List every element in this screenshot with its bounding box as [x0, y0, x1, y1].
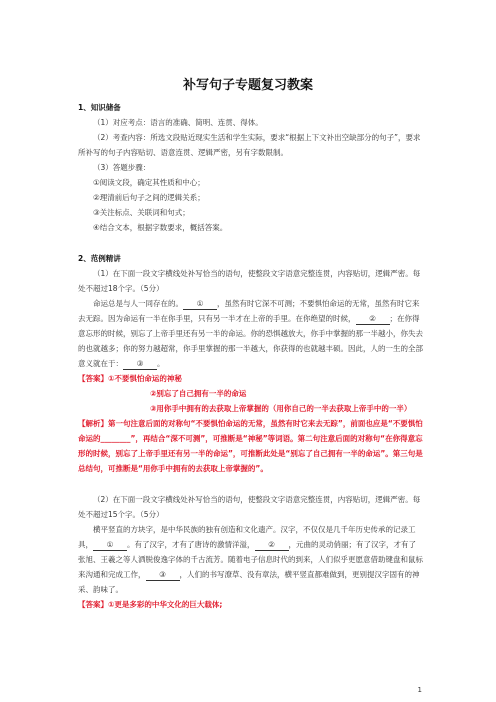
- paragraph: （3）答题步骤：: [93, 163, 151, 172]
- answer-line: 【答案】①不要惧怕命运的神秘: [78, 374, 182, 383]
- blank: ①: [183, 299, 217, 310]
- step-item: ④结合文本，根据字数要求，概括答案。: [93, 223, 228, 232]
- section-heading-examples: 2、范例精讲: [78, 254, 121, 263]
- document-body: [78, 100, 423, 612]
- blank: ②: [356, 314, 390, 325]
- blank: ③: [146, 570, 180, 581]
- question-passage: 命运总是与人一同存在的。 ① ，虽然有时它深不可测；不要惧怕命运的无常，虽然有时它来去无踪。因为命运有一半在你手里，只有另一半才在上帝的手里。在你绝望的时候， ② ；在你得意忘形的时候，别忘了上帝手里还有另一半的命运。你的恐惧越放大，你手中掌握的那一半越小，你失去的也就越多；你的努力越超常，你手里掌握的那一半越大，你获得的也就越丰硕。因此，人的一生的全部意义就在于： ③ 。: [78, 299, 423, 368]
- question-passage: 横平竖直的方块字，是中华民族的独有创造和文化遗产。汉字，不仅仅是几千年历史传承的记录工具， ① 。有了汉字，才有了唐诗的激情洋溢， ② ，元曲的灵动俏丽；有了汉字，才有了张旭、王羲之等人洒脱俊逸字体的千古流芳。随着电子信息时代的到来，人们似乎更愿意借助键盘和鼠标来沟通和完成工作， ③ ，人们的书写潦草、没有章法，横平竖直都难做到，更别提汉字固有的神采、韵味了。: [78, 525, 423, 594]
- answer-line: ②别忘了自己拥有一半的命运: [150, 389, 247, 398]
- document-title: 补写句子专题复习教案: [182, 78, 313, 93]
- question-prompt: （2）在下面一段文字横线处补写恰当的语句，使整段文字语意完整连贯，内容贴切，逻辑严密。每处不超过15个字。（5分）: [78, 495, 421, 519]
- answer-line: 【答案】①更是多彩的中华文化的巨大载体;: [78, 600, 223, 609]
- paragraph: （1）对应考点：语言的准确、简明、连贯、得体。: [93, 118, 263, 127]
- question-prompt: （1）在下面一段文字横线处补写恰当的语句，使整段文字语意完整连贯，内容贴切，逻辑严密。每处不超过18个字。（5分）: [78, 269, 421, 293]
- step-item: ①阅读文段，确定其性质和中心；: [93, 178, 205, 187]
- blank: ③: [123, 359, 157, 370]
- step-item: ②理清前后句子之间的逻辑关系；: [93, 193, 205, 202]
- page-number: 1: [417, 686, 422, 694]
- step-item: ③关注标点、关联词和句式；: [93, 208, 190, 217]
- analysis-text: 【解析】第一句注意后面的对称句“不要惧怕命运的无常，虽然有时它来去无踪”，前面也应是“不要惧怕命运的________”，再结合“深不可测”，可推断是“神秘”等词语。第二句注意后面的对称句“在你得意忘形的时候，别忘了上帝手里还有另一半的命运”，可推断此处是“别忘了自己拥有一半的命运”。第三句是总结句，可推断是“用你手中拥有的去获取上帝掌握的”。: [78, 419, 423, 473]
- paragraph: （2）考查内容：所选文段贴近现实生活和学生实际，要求“根据上下文补出空缺部分的句子”，要求所补写的句子内容贴切、语意连贯、逻辑严密，另有字数限制。: [78, 133, 421, 157]
- blank: ②: [255, 540, 289, 551]
- section-heading-knowledge: 1、知识储备: [78, 103, 121, 112]
- answer-line: ③用你手中拥有的去获取上帝掌握的（用你自己的一半去获取上帝手中的一半）: [150, 404, 412, 413]
- blank: ①: [93, 540, 127, 551]
